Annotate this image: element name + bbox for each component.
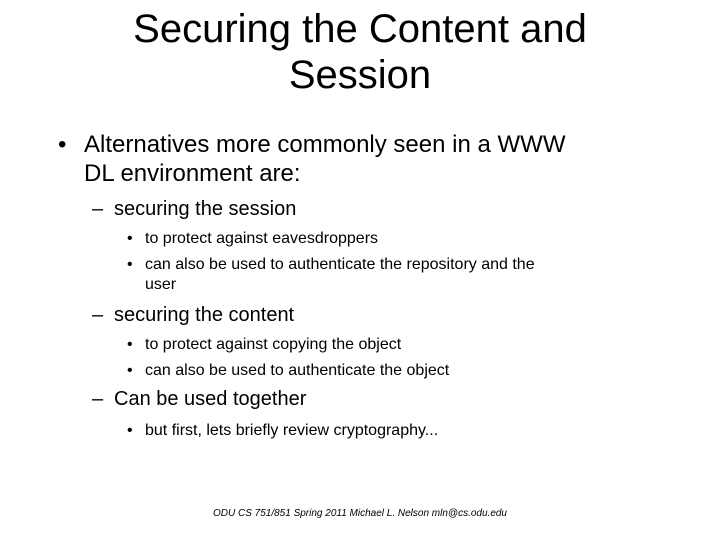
bullet-marker: • [127,336,133,353]
sub-sub-bullet-text: to protect against eavesdroppers [145,230,379,247]
sub-bullet-content [92,303,294,327]
bullet-main-line: Alternatives more commonly seen in a WWW [84,131,566,158]
sub-bullet-label: securing the session [114,198,297,220]
bullet-main-line: DL environment are: [84,160,301,187]
bullet-marker: • [127,422,133,439]
sub-sub-bullet [127,229,378,249]
slide-title-line: Securing the Content and [133,7,587,51]
sub-sub-bullet [127,335,401,355]
bullet-main-text [84,130,565,188]
dash-marker: – [92,198,104,220]
bullet-main [58,130,565,188]
slide-title-line: Session [288,53,432,97]
sub-bullet-label: securing the content [114,304,295,326]
sub-bullet-session [92,197,296,221]
sub-sub-bullet-text: but first, lets briefly review cryptography... [145,422,439,439]
bullet-marker: • [127,256,133,273]
slide-footer: ODU CS 751/851 Spring 2011 Michael L. Nelson mln@cs.odu.edu [212,508,507,519]
sub-sub-bullet [127,361,449,381]
dash-marker: – [92,304,104,326]
slide-title [60,6,660,98]
sub-bullet-label: Can be used together [114,388,307,410]
sub-bullet-together [92,387,306,411]
sub-sub-bullet-text: can also be used to authenticate the object [145,362,450,379]
sub-sub-bullet-text: to protect against copying the object [145,336,402,353]
dash-marker: – [92,388,104,410]
sub-sub-bullet [127,255,535,295]
sub-sub-bullet-text: can also be used to authenticate the repository and the [145,256,535,273]
bullet-marker: • [58,131,67,158]
bullet-marker: • [127,362,133,379]
sub-sub-bullet-text: user [145,276,177,293]
bullet-marker: • [127,230,133,247]
sub-sub-bullet [127,421,438,441]
